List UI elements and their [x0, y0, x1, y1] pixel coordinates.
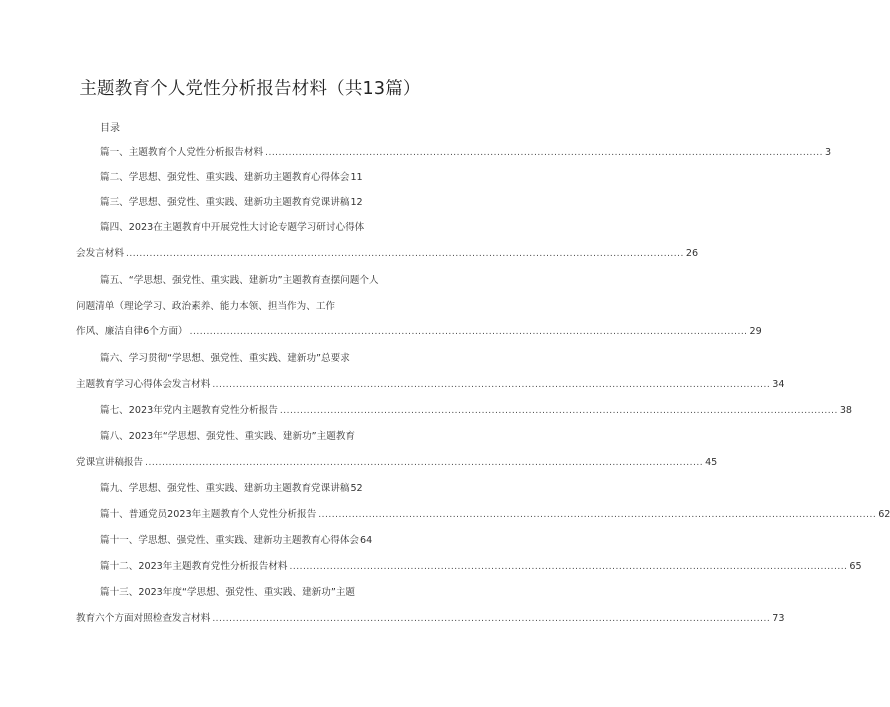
- toc-page-number: 65: [849, 561, 862, 572]
- toc-entry-8-line-1[interactable]: [100, 429, 355, 445]
- toc-entry-title: 篇六、学习贯彻“学思想、强党性、重实践、建新功”总要求: [100, 353, 350, 364]
- toc-entry-title: 篇十一、学思想、强党性、重实践、建新功主题教育心得体会: [100, 535, 360, 546]
- toc-entry-8-line-2[interactable]: [76, 455, 718, 471]
- toc-dot-leader: ......................................................................................................................................................................: [265, 148, 823, 158]
- toc-entry-title-continued: 会发言材料: [76, 248, 124, 259]
- toc-entry-title: 篇四、2023在主题教育中开展党性大讨论专题学习研讨心得体: [100, 222, 365, 233]
- toc-entry-title: 篇一、主题教育个人党性分析报告材料: [100, 147, 264, 158]
- toc-dot-leader: ......................................................................................................................................................................: [189, 327, 748, 337]
- toc-entry-title-continued: 问题清单（理论学习、政治素养、能力本领、担当作为、工作: [76, 301, 336, 312]
- toc-entry-10[interactable]: [100, 507, 890, 523]
- toc-dot-leader: ......................................................................................................................................................................: [318, 510, 877, 520]
- toc-entry-title: 篇二、学思想、强党性、重实践、建新功主题教育心得体会: [100, 172, 350, 183]
- toc-entry-title: 篇五、“学思想、强党性、重实践、建新功”主题教育查摆问题个人: [100, 275, 379, 286]
- toc-dot-leader: ......................................................................................................................................................................: [212, 380, 771, 390]
- toc-page-number: 64: [360, 535, 373, 546]
- toc-entry-title: 篇三、学思想、强党性、重实践、建新功主题教育党课讲稿: [100, 197, 350, 208]
- toc-entry-title: 篇十二、2023年主题教育党性分析报告材料: [100, 561, 288, 572]
- toc-entry-7[interactable]: [100, 403, 853, 419]
- toc-entry-5-line-2[interactable]: [76, 299, 335, 315]
- toc-page-number: 34: [772, 379, 785, 390]
- toc-heading: 目录: [100, 123, 120, 134]
- toc-dot-leader: ......................................................................................................................................................................: [279, 406, 838, 416]
- toc-dot-leader: ......................................................................................................................................................................: [212, 614, 771, 624]
- toc-dot-leader: ......................................................................................................................................................................: [289, 562, 848, 572]
- toc-entry-title: 篇九、学思想、强党性、重实践、建新功主题教育党课讲稿: [100, 483, 350, 494]
- toc-page-number: 38: [839, 405, 853, 416]
- toc-page-number: 12: [350, 197, 363, 208]
- toc-dot-leader: ......................................................................................................................................................................: [145, 458, 704, 468]
- toc-page-number: 52: [350, 483, 363, 494]
- toc-page-number: 11: [350, 172, 363, 183]
- toc-entry-6-line-1[interactable]: [100, 351, 350, 367]
- toc-page-number: 29: [749, 326, 762, 337]
- toc-entry-title: 篇七、2023年党内主题教育党性分析报告: [100, 405, 278, 416]
- toc-dot-leader: ......................................................................................................................................................................: [125, 249, 684, 259]
- toc-entry-title: 篇十三、2023年度“学思想、强党性、重实践、建新功”主题: [100, 587, 356, 598]
- toc-entry-13-line-1[interactable]: [100, 585, 355, 601]
- toc-entry-4-line-1[interactable]: [100, 220, 364, 236]
- toc-entry-13-line-2[interactable]: [76, 611, 785, 627]
- toc-entry-11[interactable]: [100, 533, 372, 549]
- toc-page-number: 73: [772, 613, 785, 624]
- toc-entry-2[interactable]: [100, 170, 363, 186]
- toc-entry-title: 篇八、2023年“学思想、强党性、重实践、建新功”主题教育: [100, 431, 356, 442]
- toc-entry-1[interactable]: [100, 145, 832, 161]
- toc-entry-12[interactable]: [100, 559, 862, 575]
- toc-entry-title-continued: 作风、廉洁自律6个方面）: [76, 326, 188, 337]
- toc-entry-5-line-3[interactable]: [76, 324, 762, 340]
- toc-page-number: 62: [878, 509, 890, 520]
- toc-page-number: 26: [685, 248, 699, 259]
- toc-entry-title-continued: 党课宣讲稿报告: [76, 457, 144, 468]
- toc-entry-title: 篇十、普通党员2023年主题教育个人党性分析报告: [100, 509, 317, 520]
- document-title: 主题教育个人党性分析报告材料（共13篇）: [79, 79, 421, 99]
- toc-entry-6-line-2[interactable]: [76, 377, 785, 393]
- toc-page-number: 3: [825, 147, 832, 158]
- toc-entry-title-continued: 主题教育学习心得体会发言材料: [76, 379, 211, 390]
- toc-entry-title-continued: 教育六个方面对照检查发言材料: [76, 613, 211, 624]
- toc-entry-3[interactable]: [100, 195, 363, 211]
- toc-entry-9[interactable]: [100, 481, 363, 497]
- toc-page-number: 45: [705, 457, 718, 468]
- toc-entry-4-line-2[interactable]: [76, 246, 699, 262]
- toc-entry-5-line-1[interactable]: [100, 273, 379, 289]
